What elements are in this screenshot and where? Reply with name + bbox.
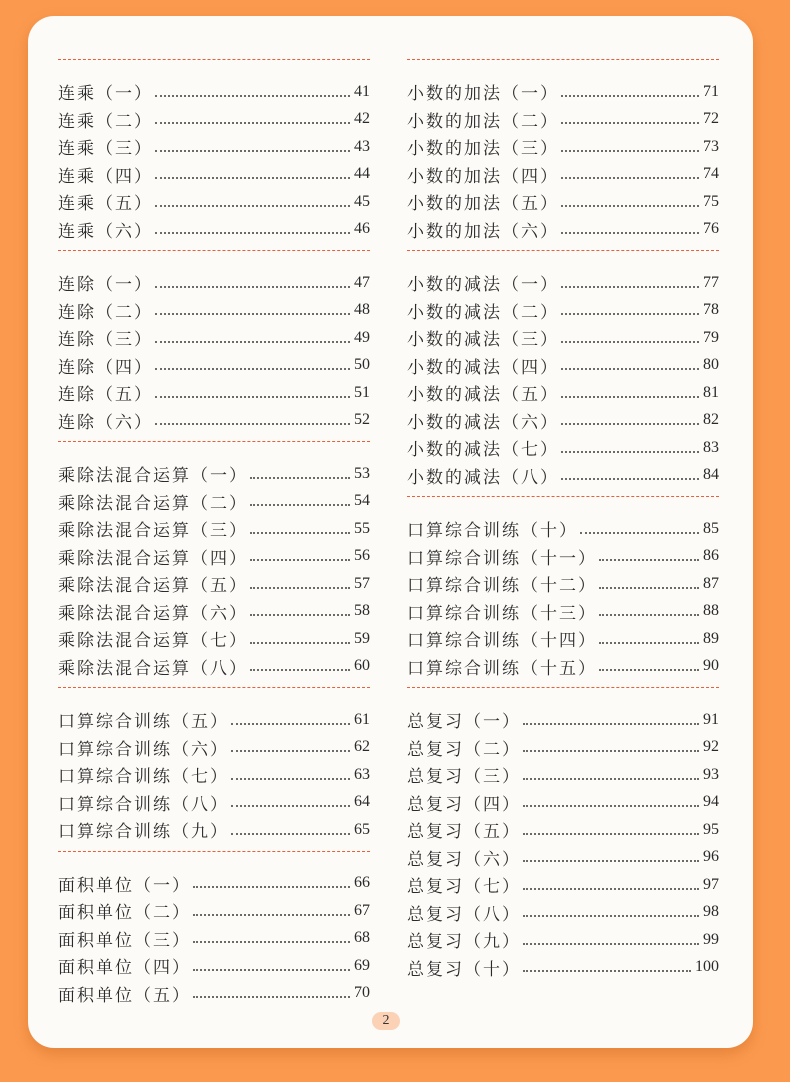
- toc-entry-page: 45: [354, 192, 370, 210]
- toc-entry[interactable]: [407, 324, 719, 352]
- toc-entry[interactable]: [58, 133, 370, 161]
- toc-entry-page: 61: [354, 710, 370, 728]
- dot-leader: [561, 396, 699, 398]
- toc-entry-page: 60: [354, 657, 370, 675]
- toc-left-column: [58, 59, 370, 1014]
- dot-leader: [250, 614, 350, 616]
- toc-entry-page: 90: [703, 657, 719, 675]
- toc-entry[interactable]: [407, 78, 719, 106]
- toc-entry[interactable]: [407, 871, 719, 899]
- toc-entry-title: 连除（一）: [58, 275, 153, 296]
- toc-entry-page: 73: [703, 137, 719, 155]
- dot-leader: [523, 833, 699, 835]
- toc-entry[interactable]: [58, 734, 370, 762]
- toc-entry-page: 65: [354, 820, 370, 838]
- toc-entry-page: 59: [354, 629, 370, 647]
- dot-leader: [599, 559, 699, 561]
- dot-leader: [599, 642, 699, 644]
- toc-entry-page: 94: [703, 793, 719, 811]
- toc-entry-title: 乘除法混合运算（八）: [58, 658, 248, 679]
- toc-entry-title: 小数的加法（四）: [407, 166, 559, 187]
- toc-entry[interactable]: [58, 488, 370, 516]
- toc-entry-title: 乘除法混合运算（二）: [58, 493, 248, 514]
- dot-leader: [561, 150, 699, 152]
- dot-leader: [250, 504, 350, 506]
- toc-entry-page: 95: [703, 820, 719, 838]
- toc-entry-page: 89: [703, 629, 719, 647]
- toc-entry-title: 连乘（四）: [58, 166, 153, 187]
- dot-leader: [523, 778, 699, 780]
- toc-entry[interactable]: [58, 106, 370, 134]
- dot-leader: [155, 423, 350, 425]
- dot-leader: [155, 122, 350, 124]
- dot-leader: [231, 805, 350, 807]
- dot-leader: [561, 122, 699, 124]
- dot-leader: [155, 150, 350, 152]
- toc-entry[interactable]: [407, 434, 719, 462]
- document-page: [28, 16, 753, 1048]
- dot-leader: [561, 205, 699, 207]
- dot-leader: [523, 943, 699, 945]
- toc-entry-page: 72: [703, 110, 719, 128]
- toc-entry-page: 50: [354, 356, 370, 374]
- dot-leader: [193, 941, 350, 943]
- toc-entry[interactable]: [407, 734, 719, 762]
- toc-entry[interactable]: [407, 899, 719, 927]
- toc-entry[interactable]: [407, 515, 719, 543]
- toc-entry-page: 64: [354, 793, 370, 811]
- dot-leader: [561, 451, 699, 453]
- toc-section: [58, 688, 370, 851]
- toc-entry-title: 小数的减法（六）: [407, 412, 559, 433]
- dot-leader: [523, 888, 699, 890]
- toc-entry[interactable]: [58, 297, 370, 325]
- toc-entry-title: 连乘（二）: [58, 111, 153, 132]
- toc-entry[interactable]: [58, 653, 370, 681]
- toc-entry-page: 86: [703, 547, 719, 565]
- dot-leader: [523, 860, 699, 862]
- toc-entry[interactable]: [407, 297, 719, 325]
- toc-entry[interactable]: [58, 706, 370, 734]
- dot-leader: [561, 368, 699, 370]
- toc-entry-title: 口算综合训练（九）: [58, 822, 229, 843]
- toc-entry-page: 52: [354, 411, 370, 429]
- toc-entry-page: 81: [703, 383, 719, 401]
- toc-entry-title: 口算综合训练（十一）: [407, 548, 597, 569]
- toc-entry[interactable]: [58, 324, 370, 352]
- dot-leader: [155, 177, 350, 179]
- toc-entry[interactable]: [58, 216, 370, 244]
- toc-entry-page: 46: [354, 220, 370, 238]
- toc-entry-title: 小数的减法（四）: [407, 357, 559, 378]
- toc-entry[interactable]: [407, 706, 719, 734]
- toc-entry-title: 连除（三）: [58, 330, 153, 351]
- dot-leader: [155, 95, 350, 97]
- toc-entry[interactable]: [407, 543, 719, 571]
- toc-entry-title: 小数的减法（七）: [407, 440, 559, 461]
- dot-leader: [523, 805, 699, 807]
- toc-entry-page: 44: [354, 165, 370, 183]
- toc-entry-title: 总复习（五）: [407, 822, 521, 843]
- toc-entry-page: 42: [354, 110, 370, 128]
- toc-entry-title: 小数的加法（六）: [407, 221, 559, 242]
- toc-entry-title: 口算综合训练（八）: [58, 794, 229, 815]
- toc-entry-title: 面积单位（二）: [58, 903, 191, 924]
- toc-entry[interactable]: [407, 653, 719, 681]
- toc-entry[interactable]: [58, 816, 370, 844]
- toc-entry[interactable]: [58, 352, 370, 380]
- toc-entry[interactable]: [58, 188, 370, 216]
- toc-entry-page: 79: [703, 328, 719, 346]
- toc-entry-page: 69: [354, 956, 370, 974]
- toc-entry-title: 总复习（八）: [407, 904, 521, 925]
- toc-entry-page: 71: [703, 82, 719, 100]
- dot-leader: [231, 833, 350, 835]
- toc-entry-page: 62: [354, 738, 370, 756]
- toc-entry-title: 小数的加法（五）: [407, 194, 559, 215]
- toc-entry-title: 乘除法混合运算（一）: [58, 466, 248, 487]
- toc-entry-title: 总复习（十）: [407, 959, 521, 980]
- toc-entry-title: 口算综合训练（十二）: [407, 576, 597, 597]
- toc-entry[interactable]: [58, 379, 370, 407]
- toc-entry-page: 96: [703, 848, 719, 866]
- toc-entry-page: 78: [703, 301, 719, 319]
- toc-entry-title: 乘除法混合运算（五）: [58, 576, 248, 597]
- toc-entry-title: 总复习（二）: [407, 739, 521, 760]
- toc-entry-page: 43: [354, 137, 370, 155]
- toc-entry[interactable]: [407, 926, 719, 954]
- toc-entry-title: 面积单位（四）: [58, 958, 191, 979]
- toc-entry-title: 连乘（三）: [58, 139, 153, 160]
- toc-entry-title: 小数的减法（一）: [407, 275, 559, 296]
- toc-entry-title: 小数的减法（二）: [407, 302, 559, 323]
- toc-section: [407, 497, 719, 687]
- toc-entry-title: 乘除法混合运算（六）: [58, 603, 248, 624]
- dot-leader: [155, 341, 350, 343]
- toc-entry-title: 口算综合训练（六）: [58, 739, 229, 760]
- toc-entry[interactable]: [58, 570, 370, 598]
- toc-entry-page: 66: [354, 874, 370, 892]
- toc-entry[interactable]: [58, 625, 370, 653]
- toc-entry[interactable]: [407, 106, 719, 134]
- toc-entry-page: 85: [703, 519, 719, 537]
- toc-entry[interactable]: [58, 78, 370, 106]
- toc-entry[interactable]: [407, 462, 719, 490]
- toc-entry-page: 63: [354, 765, 370, 783]
- dot-leader: [250, 559, 350, 561]
- toc-section: [407, 688, 719, 988]
- toc-section: [58, 251, 370, 441]
- dot-leader: [193, 914, 350, 916]
- toc-entry-page: 76: [703, 220, 719, 238]
- toc-entry-page: 68: [354, 929, 370, 947]
- toc-entry-page: 48: [354, 301, 370, 319]
- dot-leader: [561, 95, 699, 97]
- toc-entry-title: 口算综合训练（五）: [58, 712, 229, 733]
- toc-entry-title: 小数的加法（一）: [407, 84, 559, 105]
- dot-leader: [250, 587, 350, 589]
- toc-entry-page: 93: [703, 765, 719, 783]
- toc-entry-title: 总复习（四）: [407, 794, 521, 815]
- dot-leader: [250, 532, 350, 534]
- dot-leader: [155, 205, 350, 207]
- toc-entry-title: 口算综合训练（七）: [58, 767, 229, 788]
- dot-leader: [599, 587, 699, 589]
- toc-entry[interactable]: [407, 844, 719, 872]
- dot-leader: [561, 423, 699, 425]
- toc-entry-title: 总复习（九）: [407, 932, 521, 953]
- toc-entry-page: 98: [703, 903, 719, 921]
- toc-entry-page: 56: [354, 547, 370, 565]
- toc-entry[interactable]: [58, 161, 370, 189]
- toc-entry-title: 面积单位（一）: [58, 875, 191, 896]
- dot-leader: [155, 368, 350, 370]
- dot-leader: [231, 750, 350, 752]
- dot-leader: [250, 669, 350, 671]
- toc-entry-title: 面积单位（五）: [58, 985, 191, 1006]
- toc-entry-page: 84: [703, 466, 719, 484]
- toc-entry[interactable]: [58, 897, 370, 925]
- dot-leader: [523, 723, 699, 725]
- toc-entry[interactable]: [407, 570, 719, 598]
- toc-entry-title: 连除（二）: [58, 302, 153, 323]
- toc-entry[interactable]: [407, 625, 719, 653]
- toc-entry-title: 总复习（七）: [407, 877, 521, 898]
- toc-entry-title: 口算综合训练（十三）: [407, 603, 597, 624]
- toc-entry-title: 口算综合训练（十四）: [407, 631, 597, 652]
- toc-entry-title: 小数的减法（三）: [407, 330, 559, 351]
- toc-entry-title: 乘除法混合运算（七）: [58, 631, 248, 652]
- toc-entry-page: 51: [354, 383, 370, 401]
- toc-entry-page: 47: [354, 273, 370, 291]
- dot-leader: [155, 286, 350, 288]
- toc-entry[interactable]: [407, 816, 719, 844]
- toc-entry[interactable]: [58, 460, 370, 488]
- toc-entry[interactable]: [407, 352, 719, 380]
- toc-entry[interactable]: [407, 598, 719, 626]
- toc-entry-page: 54: [354, 492, 370, 510]
- dot-leader: [599, 614, 699, 616]
- toc-entry[interactable]: [58, 543, 370, 571]
- toc-entry-title: 总复习（一）: [407, 712, 521, 733]
- toc-entry-title: 总复习（六）: [407, 849, 521, 870]
- dot-leader: [193, 996, 350, 998]
- toc-entry[interactable]: [407, 761, 719, 789]
- toc-entry[interactable]: [58, 870, 370, 898]
- dot-leader: [250, 477, 350, 479]
- dot-leader: [193, 969, 350, 971]
- toc-entry-title: 乘除法混合运算（四）: [58, 548, 248, 569]
- dot-leader: [580, 532, 699, 534]
- toc-entry-page: 91: [703, 710, 719, 728]
- dot-leader: [155, 396, 350, 398]
- toc-entry-title: 小数的减法（五）: [407, 385, 559, 406]
- toc-entry[interactable]: [407, 216, 719, 244]
- dot-leader: [561, 177, 699, 179]
- toc-entry[interactable]: [58, 952, 370, 980]
- toc-entry-title: 小数的减法（八）: [407, 467, 559, 488]
- dot-leader: [155, 313, 350, 315]
- dot-leader: [523, 750, 699, 752]
- toc-entry-page: 57: [354, 574, 370, 592]
- toc-section: [407, 251, 719, 496]
- toc-section: [58, 442, 370, 687]
- toc-entry[interactable]: [407, 789, 719, 817]
- dot-leader: [231, 778, 350, 780]
- toc-section: [407, 60, 719, 250]
- toc-entry[interactable]: [58, 789, 370, 817]
- toc-entry-page: 67: [354, 901, 370, 919]
- toc-entry-page: 58: [354, 602, 370, 620]
- dot-leader: [561, 232, 699, 234]
- toc-entry[interactable]: [407, 269, 719, 297]
- toc-entry[interactable]: [407, 133, 719, 161]
- toc-section: [58, 852, 370, 1015]
- toc-entry-page: 87: [703, 574, 719, 592]
- toc-entry[interactable]: [407, 379, 719, 407]
- page-number-badge: 2: [372, 1012, 400, 1030]
- dot-leader: [561, 286, 699, 288]
- toc-entry-title: 小数的加法（三）: [407, 139, 559, 160]
- toc-entry-page: 74: [703, 165, 719, 183]
- toc-entry-title: 连乘（五）: [58, 194, 153, 215]
- toc-entry-page: 83: [703, 438, 719, 456]
- toc-section: [58, 60, 370, 250]
- toc-entry-title: 口算综合训练（十）: [407, 521, 578, 542]
- toc-entry-title: 面积单位（三）: [58, 930, 191, 951]
- toc-entry[interactable]: [58, 269, 370, 297]
- toc-entry-page: 55: [354, 519, 370, 537]
- toc-entry-page: 97: [703, 875, 719, 893]
- toc-entry-page: 88: [703, 602, 719, 620]
- toc-entry-title: 口算综合训练（十五）: [407, 658, 597, 679]
- toc-entry-title: 连除（五）: [58, 385, 153, 406]
- dot-leader: [523, 970, 691, 972]
- dot-leader: [231, 723, 350, 725]
- toc-entry-title: 乘除法混合运算（三）: [58, 521, 248, 542]
- toc-entry-page: 92: [703, 738, 719, 756]
- toc-entry[interactable]: [407, 188, 719, 216]
- dot-leader: [155, 232, 350, 234]
- dot-leader: [250, 642, 350, 644]
- toc-entry[interactable]: [58, 598, 370, 626]
- dot-leader: [193, 886, 350, 888]
- toc-entry-page: 82: [703, 411, 719, 429]
- toc-entry-page: 100: [695, 958, 719, 976]
- toc-entry-page: 53: [354, 464, 370, 482]
- toc-entry-page: 80: [703, 356, 719, 374]
- toc-entry[interactable]: [407, 407, 719, 435]
- toc-entry-title: 连除（六）: [58, 412, 153, 433]
- dot-leader: [561, 341, 699, 343]
- toc-entry[interactable]: [58, 925, 370, 953]
- toc-entry[interactable]: [58, 761, 370, 789]
- toc-right-column: [407, 59, 719, 988]
- toc-entry-page: 77: [703, 273, 719, 291]
- toc-entry[interactable]: [407, 161, 719, 189]
- toc-entry-page: 75: [703, 192, 719, 210]
- toc-entry-title: 小数的加法（二）: [407, 111, 559, 132]
- toc-entry-title: 连乘（一）: [58, 84, 153, 105]
- dot-leader: [561, 478, 699, 480]
- toc-entry-page: 49: [354, 328, 370, 346]
- toc-entry[interactable]: [58, 515, 370, 543]
- toc-entry[interactable]: [58, 980, 370, 1008]
- toc-entry-title: 总复习（三）: [407, 767, 521, 788]
- toc-entry-page: 99: [703, 930, 719, 948]
- toc-entry-title: 连乘（六）: [58, 221, 153, 242]
- toc-entry-page: 70: [354, 984, 370, 1002]
- toc-entry[interactable]: [58, 407, 370, 435]
- dot-leader: [523, 915, 699, 917]
- dot-leader: [599, 669, 699, 671]
- toc-entry-page: 41: [354, 82, 370, 100]
- toc-entry-title: 连除（四）: [58, 357, 153, 378]
- dot-leader: [561, 313, 699, 315]
- toc-entry[interactable]: [407, 954, 719, 982]
